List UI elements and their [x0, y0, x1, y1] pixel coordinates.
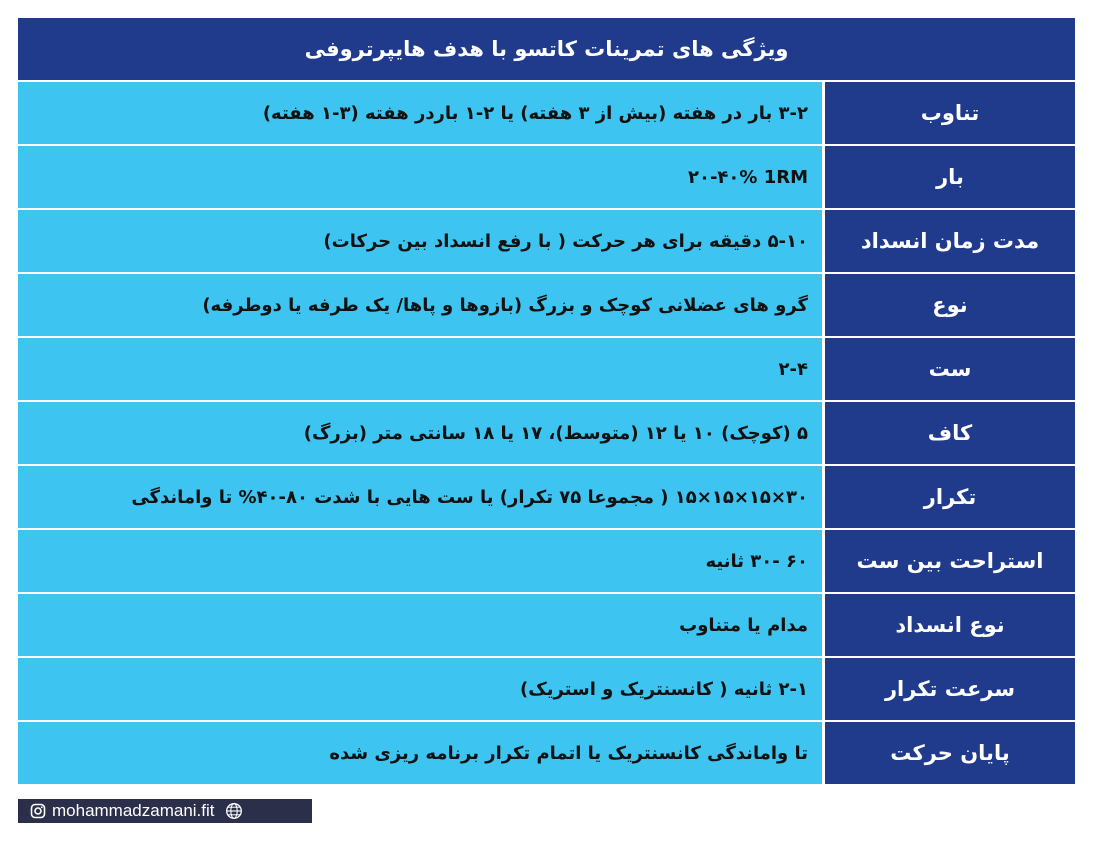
row-label: کاف	[825, 402, 1075, 464]
table-row	[18, 82, 1075, 144]
row-label: سرعت تکرار	[825, 658, 1075, 720]
row-value: ۶۰ -۳۰ ثانیه	[18, 530, 822, 592]
row-value: ۲-۴	[18, 338, 822, 400]
row-label: نوع انسداد	[825, 594, 1075, 656]
row-value: گرو های عضلانی کوچک و بزرگ (بازوها و پاها/ یک طرفه یا دوطرفه)	[18, 274, 822, 336]
footer-badge	[18, 799, 312, 823]
table-row	[18, 466, 1075, 528]
table-row	[18, 402, 1075, 464]
table-row	[18, 658, 1075, 720]
features-table	[18, 18, 1075, 784]
row-value: ۳-۲ بار در هفته (بیش از ۳ هفته) یا ۲-۱ باردر هفته (۳-۱ هفته)	[18, 82, 822, 144]
row-label: تکرار	[825, 466, 1075, 528]
globe-icon	[225, 802, 243, 820]
instagram-handle: mohammadzamani.fit	[52, 801, 215, 820]
row-label: استراحت بین ست	[825, 530, 1075, 592]
row-value: ۳۰×۱۵×۱۵×۱۵ ( مجموعا ۷۵ تکرار) یا ست هایی با شدت ۸۰-۴۰% تا واماندگی	[18, 466, 822, 528]
table-row	[18, 338, 1075, 400]
row-label: بار	[825, 146, 1075, 208]
row-value: ۵ (کوچک) ۱۰ یا ۱۲ (متوسط)، ۱۷ یا ۱۸ سانتی متر (بزرگ)	[18, 402, 822, 464]
row-label: ست	[825, 338, 1075, 400]
table-row	[18, 594, 1075, 656]
row-value: ۲-۱ ثانیه ( کانسنتریک و استریک)	[18, 658, 822, 720]
table-row	[18, 274, 1075, 336]
table-row	[18, 530, 1075, 592]
instagram-icon	[30, 803, 46, 819]
row-label: نوع	[825, 274, 1075, 336]
row-value: تا واماندگی کانسنتریک یا اتمام تکرار برنامه ریزی شده	[18, 722, 822, 784]
table-title: ویژگی های تمرینات کاتسو با هدف هایپرتروفی	[18, 18, 1075, 80]
table-row	[18, 722, 1075, 784]
row-label: تناوب	[825, 82, 1075, 144]
table-row	[18, 146, 1075, 208]
row-label: مدت زمان انسداد	[825, 210, 1075, 272]
table-row	[18, 210, 1075, 272]
row-label: پایان حرکت	[825, 722, 1075, 784]
row-value: مدام یا متناوب	[18, 594, 822, 656]
row-value: ۵-۱۰ دقیقه برای هر حرکت ( با رفع انسداد بین حرکات)	[18, 210, 822, 272]
row-value: ۲۰-۴۰% 1RM	[18, 146, 822, 208]
